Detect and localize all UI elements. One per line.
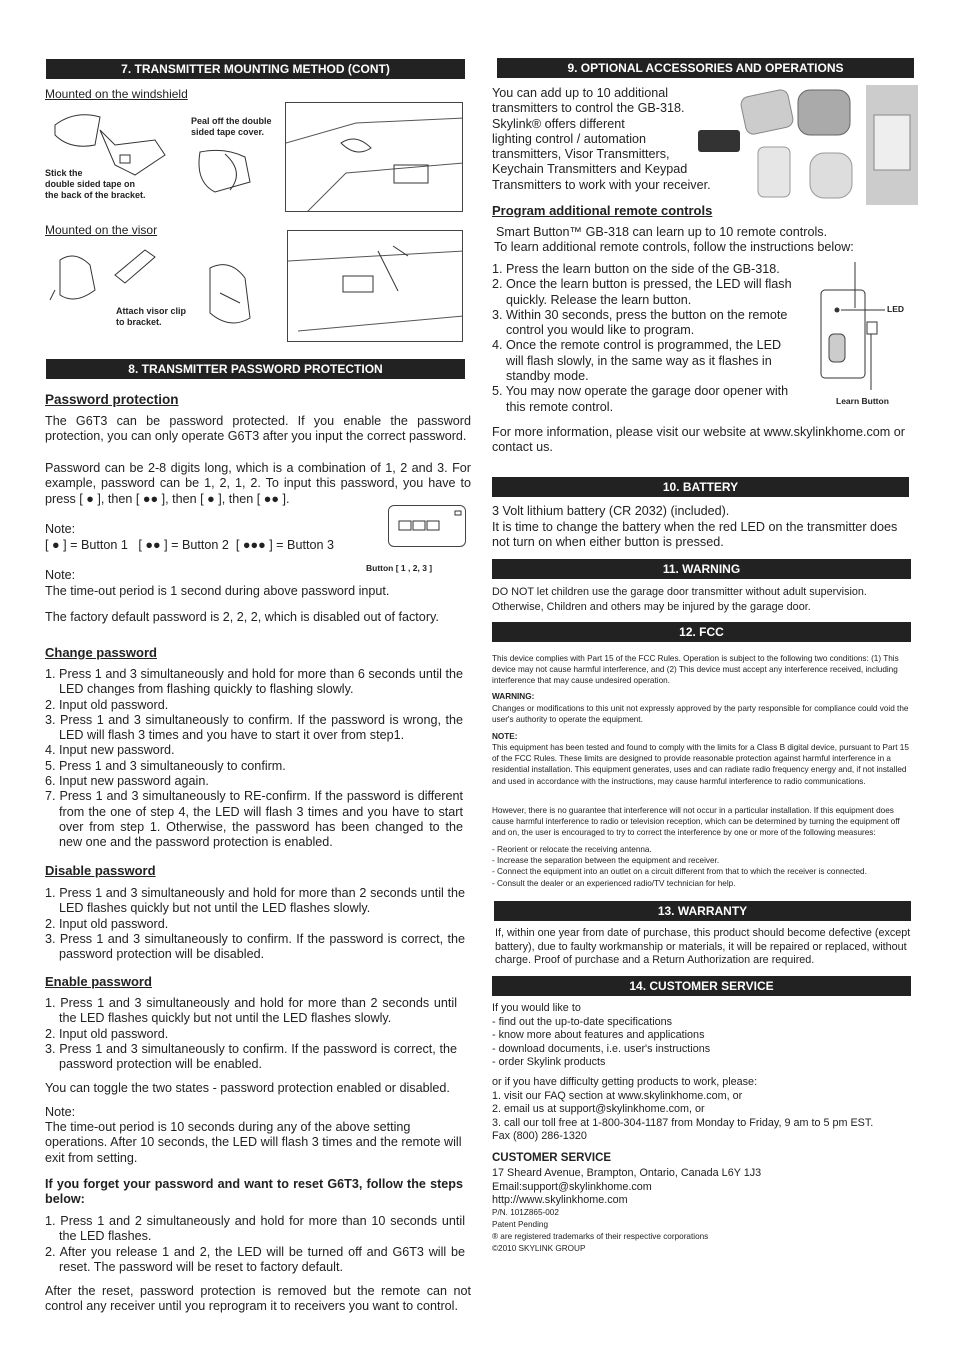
- fcc-compliance: This device complies with Part 15 of the FCC Rules. Operation is subject to the following two conditions: (1) This device may not cause harmful interference, and (2) This device must accept any interference received, including interference that may cause undesired operation.: [492, 654, 899, 686]
- more-info: For more information, please visit our website at www.skylinkhome.com or contact us.: [492, 425, 905, 455]
- smart-button-line: Smart Button™ GB-318 can learn up to 10 remote controls.: [496, 225, 828, 239]
- learn-button-label: Learn Button: [836, 396, 889, 406]
- fcc-measures: - Reorient or relocate the receiving antenna. - Increase the separation between the equipment and receiver. - Connect the equipment into an outlet on a circuit different from that to which the receiver is connected. - Consult the dealer or an experienced radio/TV technician for help.: [492, 845, 867, 888]
- visor-clip-illustration: [45, 245, 200, 305]
- fcc-note: This equipment has been tested and found to comply with the limits for a Class B digital device, pursuant to Part 15 of the FCC Rules. These limits are designed to provide reasonable protection against harmful interference in a residential installation. This equipment generates, uses and can radiate radio frequency energy and, if not installed and used in accordance with the instructions, may cause harmful interference to radio communications.: [492, 743, 909, 786]
- fine-print: P/N. 101Z865-002 Patent Pending ® are registered trademarks of their respective corporations ©2010 SKYLINK GROUP: [492, 1208, 709, 1253]
- fcc-however: However, there is no guarantee that interference will not occur in a particular installation. If this equipment does cause harmful interference to radio or television reception, which can be determined by turning the equipment off and on, the user is encouraged to try to correct the interference by one or more of the following measures:: [492, 806, 900, 838]
- section-8-title: 8. TRANSMITTER PASSWORD PROTECTION: [46, 359, 465, 379]
- setting-timeout-note: The time-out period is 10 seconds during any of the above setting operations. After 10 seconds, the LED will flash 3 times and the remote will exit from setting.: [45, 1120, 462, 1165]
- note-label-1: Note:: [45, 522, 76, 536]
- receiver-illustration: [815, 262, 915, 392]
- address: 17 Sheard Avenue, Brampton, Ontario, Canada L6Y 1J3 Email:support@skylinkhome.com http://www.skylinkhome.com: [492, 1167, 762, 1206]
- toggle-note: You can toggle the two states - password protection enabled or disabled.: [45, 1081, 450, 1095]
- fcc-warning-label: WARNING:: [492, 692, 535, 701]
- enable-password-list: 1. Press 1 and 3 simultaneously and hold for more than 2 seconds until the LED flashes quickly but not until the LED flashes slowly. 2. Input old password. 3. Press 1 and 3 simultaneously to confirm. If the password is correct, the password protection will be enabled.: [45, 996, 457, 1072]
- fcc-warning: Changes or modifications to this unit not expressly approved by the party responsible for compliance could void the user's authority to operate the equipment.: [492, 704, 909, 725]
- battery-change: It is time to change the battery when the red LED on the transmitter does not turn on when either button is pressed.: [492, 520, 898, 550]
- accessories-photos: [698, 85, 918, 205]
- button-legend: [ ● ] = Button 1 [ ●● ] = Button 2 [ ●●● ] = Button 3: [45, 538, 334, 552]
- button-caption: Button [ 1 , 2, 3 ]: [366, 563, 433, 573]
- program-remotes-heading: Program additional remote controls: [492, 203, 713, 218]
- visor-bracket-illustration: [200, 258, 260, 333]
- section-11-title: 11. WARNING: [492, 559, 911, 579]
- factory-default: The factory default password is 2, 2, 2, which is disabled out of factory.: [45, 610, 439, 624]
- warning-text: DO NOT let children use the garage door transmitter without adult supervision. Otherwise, Children and others may be injured by the garage door.: [492, 586, 867, 613]
- section-7-title: 7. TRANSMITTER MOUNTING METHOD (CONT): [46, 59, 465, 79]
- visor-label: Mounted on the visor: [45, 223, 158, 237]
- warranty-text: If, within one year from date of purchase, this product should become defective (except battery), due to faulty workmanship or materials, it will be repaired or replaced, without charge. Proof of purchase and a Return Authorization are required.: [495, 927, 911, 967]
- reset-list: 1. Press 1 and 2 simultaneously and hold for more than 10 seconds until the LED flashes. 2. After you release 1 and 2, the LED will be turned off and G6T3 will be reset. The password will be reset to factory default.: [45, 1214, 465, 1274]
- password-intro: The G6T3 can be password protected. If you enable the password protection, you can only operate G6T3 after you input the correct password.: [45, 414, 471, 444]
- learn-intro: To learn additional remote controls, follow the instructions below:: [494, 240, 854, 254]
- accessories-intro: You can add up to 10 additional transmitters to control the GB-318. Skylink® offers different lighting control / automation transmitters, Visor Transmitters, Keychain Transmitters and Keypad Transmitters to work with your receiver.: [492, 86, 711, 192]
- service-list-2: or if you have difficulty getting products to work, please: 1. visit our FAQ section at www.skylinkhome.com, or 2. email us at support@skylinkhome.com, or 3. call our toll free at 1-800-304-1187 from Monday to Friday, 9 am to 5 pm EST. Fax (800) 286-1320: [492, 1076, 874, 1142]
- windshield-mount-illustration: [285, 102, 463, 212]
- note-label-2: Note:: [45, 568, 76, 582]
- section-13-title: 13. WARRANTY: [494, 901, 911, 921]
- forget-password-heading: If you forget your password and want to reset G6T3, follow the steps below:: [45, 1177, 463, 1207]
- section-9-title: 9. OPTIONAL ACCESSORIES AND OPERATIONS: [497, 58, 914, 78]
- enable-password-heading: Enable password: [45, 974, 152, 989]
- program-steps: 1. Press the learn button on the side of the GB-318. 2. Once the learn button is pressed, the LED will flash quickly. Release the learn button. 3. Within 30 seconds, press the button on the remote control you would like to program. 4. Once the remote control is programmed, the LED will flash slowly, in the same way as it flashes in standby mode. 5. You may now operate the garage door opener with this remote control.: [492, 262, 792, 414]
- change-password-list: 1. Press 1 and 3 simultaneously and hold for more than 6 seconds until the LED changes from flashing quickly to flashing slowly. 2. Input old password. 3. Press 1 and 3 simultaneously to confirm. If the password is wrong, the LED will flash 3 times and you have to start it over from step1. 4. Input new password. 5. Press 1 and 3 simultaneously to confirm. 6. Input new password again. 7. Press 1 and 3 simultaneously to RE-confirm. If the password is different from the one of step 4, the LED will flash 3 times and you have to start over from step 1. Otherwise, the password has been changed to the new one and the password protection is enabled.: [45, 667, 463, 850]
- led-label: LED: [887, 304, 904, 314]
- bracket-illustration-2: [190, 142, 265, 202]
- change-password-heading: Change password: [45, 645, 157, 660]
- windshield-label: Mounted on the windshield: [45, 87, 188, 101]
- section-12-title: 12. FCC: [492, 622, 911, 642]
- fcc-note-label: NOTE:: [492, 732, 518, 741]
- timeout-note: The time-out period is 1 second during above password input.: [45, 584, 390, 598]
- section-14-title: 14. CUSTOMER SERVICE: [492, 976, 911, 996]
- customer-service-heading: CUSTOMER SERVICE: [492, 1152, 612, 1164]
- battery-type: 3 Volt lithium battery (CR 2032) (included).: [492, 504, 730, 518]
- password-protection-heading: Password protection: [45, 392, 179, 407]
- disable-password-heading: Disable password: [45, 863, 156, 878]
- note-label-3: Note:: [45, 1105, 76, 1119]
- peel-caption: Peal off the double sided tape cover.: [191, 116, 272, 137]
- disable-password-list: 1. Press 1 and 3 simultaneously and hold for more than 2 seconds until the LED flashes quickly but not until the LED flashes slowly. 2. Input old password. 3. Press 1 and 3 simultaneously to confirm. If the password is correct, the password protection will be disabled.: [45, 886, 465, 962]
- stick-caption: Stick the double sided tape on the back of the bracket.: [45, 168, 146, 200]
- visor-mount-illustration: [287, 230, 463, 342]
- after-reset-note: After the reset, password protection is removed but the remote can not control any receiver until you reprogram it to receivers you want to control.: [45, 1284, 471, 1314]
- attach-caption: Attach visor clip to bracket.: [116, 306, 187, 327]
- transmitter-illustration: [388, 505, 466, 547]
- section-10-title: 10. BATTERY: [492, 477, 909, 497]
- password-example: Password can be 2-8 digits long, which is a combination of 1, 2 and 3. For example, password can be 1, 2, 1, 2. To input this password, you have to press [ ● ], then [ ●● ], then [ ● ], then [ ●● ].: [45, 461, 471, 506]
- service-list-1: If you would like to - find out the up-to-date specifications - know more about features and applications - download documents, i.e. user's instructions - order Skylink products: [492, 1002, 711, 1068]
